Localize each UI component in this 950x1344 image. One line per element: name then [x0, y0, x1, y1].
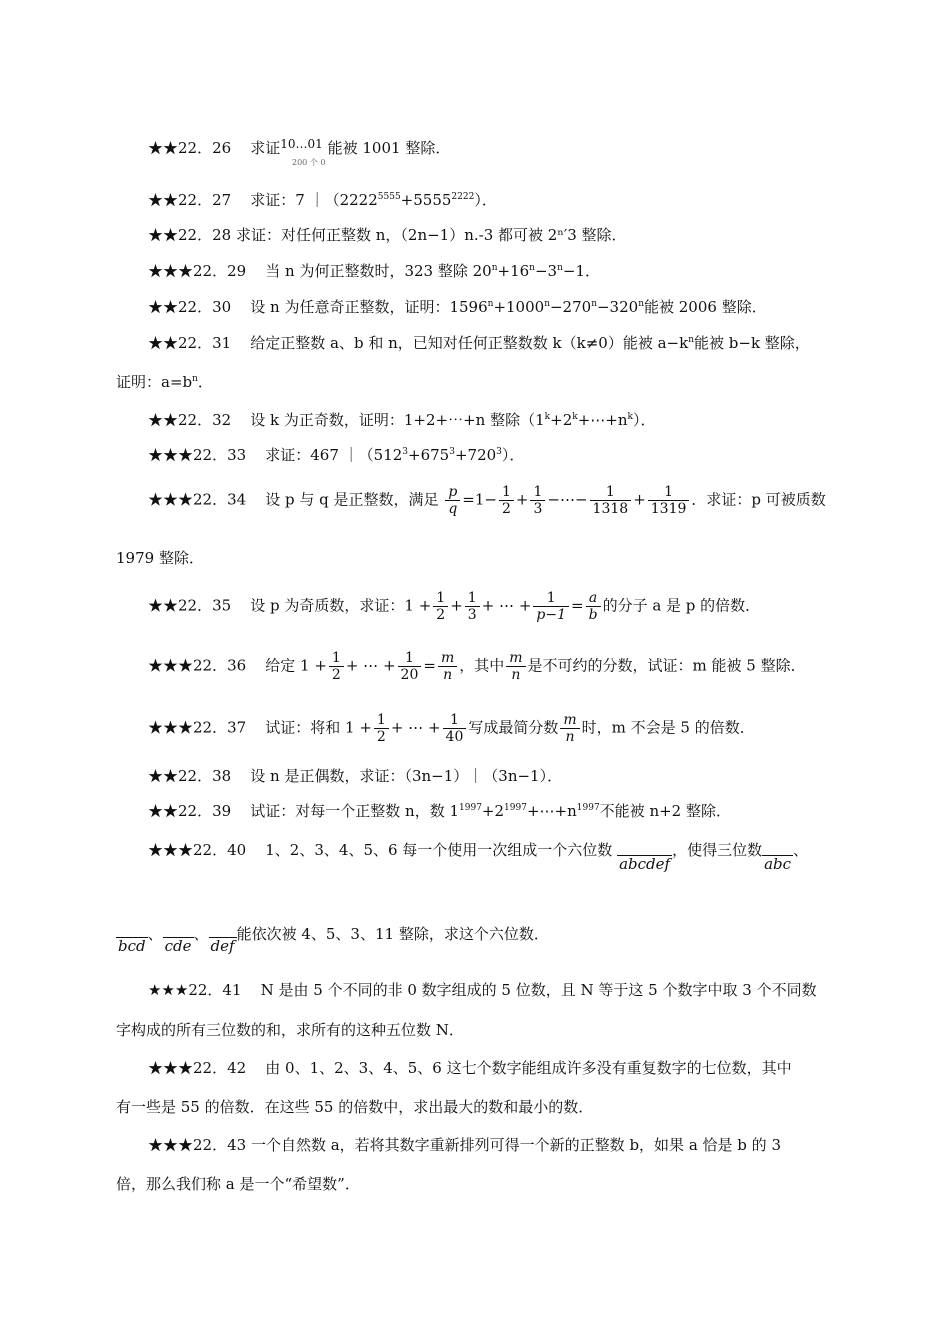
- fraction: $\frac{m}{n}$: [438, 650, 457, 683]
- problem-22-31-continued: 证明：$a=b^n$．: [116, 373, 213, 391]
- fraction: $\frac{1}{3}$: [465, 590, 480, 623]
- problem-number: ★★22．26: [148, 139, 232, 157]
- fraction: $\frac{1}{20}$: [398, 650, 422, 683]
- problem-22-42-continued: 有一些是 55 的倍数．在这些 55 的倍数中，求出最大的数和最小的数．: [116, 1098, 594, 1116]
- fraction: $\frac{1}{1318}$: [590, 484, 632, 517]
- problem-22-28: ★★22．28 求证：对任何正整数 n，（2n−1）n.-3 都可被 2ⁿ′3 整除．: [148, 226, 627, 244]
- problem-22-34-continued: 1979 整除．: [116, 549, 204, 567]
- fraction: $\frac{a}{b}$: [586, 590, 601, 623]
- problem-22-39: ★★22．39 试证：对每一个正整数 n，数 $1^{1997}+2^{1997}+\cdots+n^{1997}$不能被 n+2 整除．: [148, 802, 731, 820]
- problem-22-31: ★★22．31 给定正整数 a、b 和 n，已知对任何正整数数 k（k≠0）能被 $a-k^n$能被 b−k 整除，: [148, 334, 810, 352]
- problem-22-42: ★★★22．42 由 0、1、2、3、4、5、6 这七个数字能组成许多没有重复数字的七位数，其中: [148, 1059, 792, 1077]
- problem-22-40-continued: bcd、cde、def能依次被 4、5、3、11 整除，求这个六位数．: [118, 925, 549, 955]
- overline-number: abcdef: [619, 855, 671, 873]
- fraction: $\frac{1}{2}$: [329, 650, 344, 683]
- repunit-expression: 10…01: [280, 137, 323, 151]
- problem-22-35: ★★22．35 设 p 为奇质数，求证：1 + $\frac{1}{2}$ + $\frac{1}{3}$ + ⋯ + $\frac{1}{p-1}$ = $\frac{a}{b}$ 的分子 a 是 p 的倍数．: [148, 590, 761, 623]
- overline-number: abc: [764, 855, 792, 873]
- underbrace-label: 200 个 0: [292, 158, 326, 167]
- problem-22-36: ★★★22．36 给定 1 + $\frac{1}{2}$ + ⋯ + $\frac{1}{20}$ = $\frac{m}{n}$ ，其中 $\frac{m}{n}$ 是不可约的分数，试证：m 能被 5 整除．: [148, 650, 806, 683]
- overline-number: def: [210, 937, 235, 955]
- problem-22-41-continued: 字构成的所有三位数的和，求所有的这种五位数 N．: [116, 1021, 464, 1039]
- problem-22-30: ★★22．30 设 n 为任意奇正整数，证明：$1596^n+1000^n-270^n-320^n$能被 2006 整除．: [148, 298, 767, 316]
- problem-22-43: ★★★22．43 一个自然数 a，若将其数字重新排列可得一个新的正整数 b，如果 a 恰是 b 的 3: [148, 1136, 781, 1154]
- fraction: $\frac{p}{q}$: [445, 484, 460, 517]
- problem-22-32: ★★22．32 设 k 为正奇数，证明：1+2+⋯+n 整除$(1^k+2^k+\cdots+n^k)$．: [148, 411, 656, 429]
- fraction: $\frac{1}{p-1}$: [533, 590, 569, 623]
- problem-22-34: ★★★22．34 设 p 与 q 是正整数，满足 $\frac{p}{q}$ =1− $\frac{1}{2}$ + $\frac{1}{3}$ −⋯− $\frac{1}{1318}$ + $\frac{1}{1319}$ ．求证：p 可被质数: [148, 484, 826, 517]
- fraction: $\frac{1}{2}$: [374, 712, 389, 745]
- fraction: $\frac{m}{n}$: [560, 712, 579, 745]
- problem-22-37: ★★★22．37 试证：将和 1 + $\frac{1}{2}$ + ⋯ + $\frac{1}{40}$ 写成最简分数 $\frac{m}{n}$ 时，m 不会是 5 的倍数．: [148, 712, 755, 745]
- fraction: $\frac{1}{3}$: [530, 484, 545, 517]
- fraction: $\frac{m}{n}$: [506, 650, 525, 683]
- problem-22-27: ★★22．27 求证：7 $|(2222^{5555}+5555^{2222})$．: [148, 191, 497, 209]
- fraction: $\frac{1}{2}$: [499, 484, 514, 517]
- problem-22-38: ★★22．38 设 n 是正偶数，求证：（3n−1）｜（3n−1）．: [148, 767, 563, 785]
- overline-number: bcd: [118, 937, 146, 955]
- problem-22-26: ★★22．26 求证$^{10\dots 01}$ 能被 1001 整除．: [148, 137, 451, 157]
- problem-22-41: ★★★22．41 N 是由 5 个不同的非 0 数字组成的 5 位数，且 N 等于这 5 个数字中取 3 个不同数: [148, 981, 817, 999]
- fraction: $\frac{1}{2}$: [433, 590, 448, 623]
- problem-22-43-continued: 倍，那么我们称 a 是一个“希望数”．: [116, 1175, 360, 1193]
- overline-number: cde: [164, 937, 192, 955]
- problem-22-29: ★★★22．29 当 n 为何正整数时，323 整除 $20^n+16^n-3^n-1$．: [148, 262, 601, 280]
- problem-22-33: ★★★22．33 求证：467 $|(512^3+675^3+720^3)$．: [148, 446, 525, 464]
- fraction: $\frac{1}{40}$: [443, 712, 467, 745]
- fraction: $\frac{1}{1319}$: [648, 484, 690, 517]
- problem-22-40: ★★★22．40 1、2、3、4、5、6 每一个使用一次组成一个六位数 abcdef，使得三位数abc、: [148, 841, 809, 873]
